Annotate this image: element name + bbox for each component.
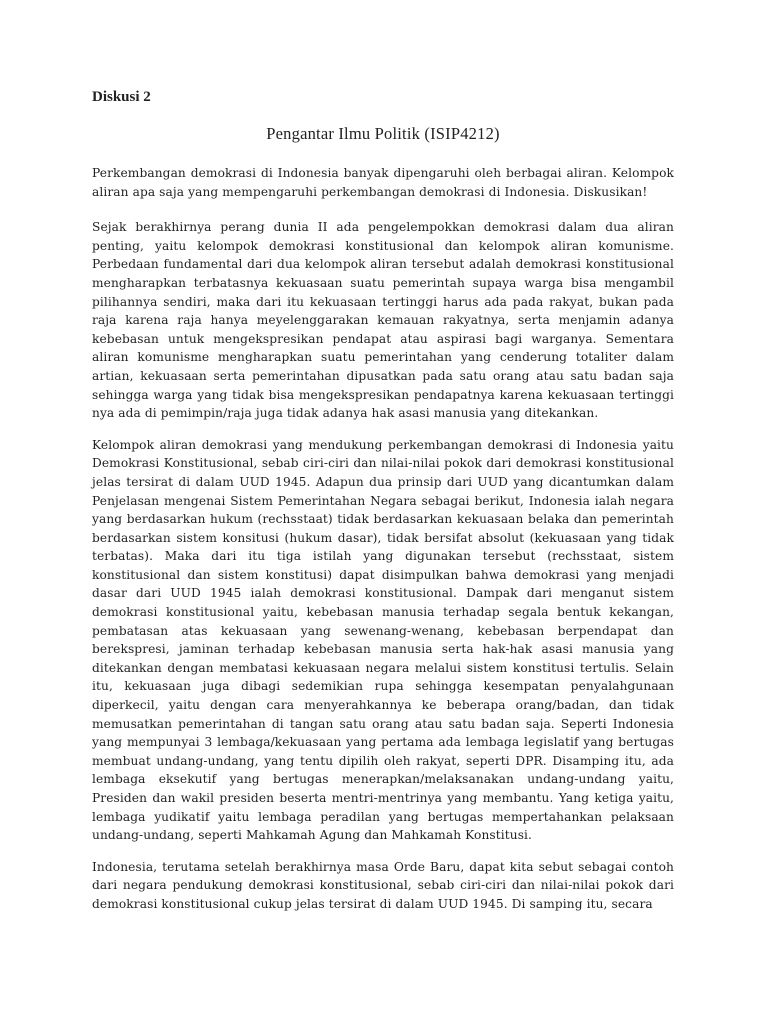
document-title: Pengantar Ilmu Politik (ISIP4212) (266, 124, 500, 143)
body-paragraph-2: Kelompok aliran demokrasi yang mendukung perkembangan demokrasi di Indonesia yaitu Demokrasi Konstitusional, sebab ciri-ciri dan nilai-nilai pokok dari demokrasi konstitusional jelas tersirat di dalam UUD 1945. Adapun dua prinsip dari UUD yang dicantumkan dalam Penjelasan mengenai Sistem Pemerintahan Negara sebagai berikut, Indonesia ialah negara yang berdasarkan hukum (rechsstaat) tidak berdasarkan kekuasaan belaka dan pemerintah berdasarkan sistem konsitusi (hukum dasar), tidak bersifat absolut (kekuasaan yang tidak terbatas). Maka dari itu tiga istilah yang digunakan tersebut (rechsstaat, sistem konstitusional dan sistem konstitusi) dapat disimpulkan bahwa demokrasi yang menjadi dasar dari UUD 1945 ialah demokrasi konstitusional. Dampak dari menganut sistem demokrasi konstitusional yaitu, kebebasan manusia terhadap segala bentuk kekangan, pembatasan atas kekuasaan yang sewenang-wenang, kebebasan berpendapat dan berekspresi, jaminan terhadap kebebasan manusia serta hak-hak asasi manusia yang ditekankan dengan membatasi kekuasaan negara melalui sistem konstitusi tertulis. Selain itu, kekuasaan juga dibagi sedemikian rupa sehingga kesempatan penyalahgunaan diperkecil, yaitu dengan cara menyerahkannya ke beberapa orang/badan, dan tidak memusatkan pemerintahan di tangan satu orang atau satu badan saja. Seperti Indonesia yang mempunyai 3 lembaga/kekuasaan yang pertama ada lembaga legislatif yang bertugas membuat undang-undang, yang tentu dipilih oleh rakyat, seperti DPR. Disamping itu, ada lembaga eksekutif yang bertugas menerapkan/melaksanakan undang-undang yaitu, Presiden dan wakil presiden beserta mentri-mentrinya yang membantu. Yang ketiga yaitu, lembaga yudikatif yaitu lembaga peradilan yang bertugas mempertahankan pelaksaan undang-undang, seperti Mahkamah Agung dan Mahkamah Konstitusi. (92, 437, 674, 843)
question-paragraph: Perkembangan demokrasi di Indonesia banyak dipengaruhi oleh berbagai aliran. Kelompok aliran apa saja yang mempengaruhi perkembangan demokrasi di Indonesia. Diskusikan! (92, 166, 674, 199)
body-paragraph-3: Indonesia, terutama setelah berakhirnya masa Orde Baru, dapat kita sebut sebagai contoh dari negara pendukung demokrasi konstitusional, sebab ciri-ciri dan nilai-nilai pokok dari demokrasi konstitusional cukup jelas tersirat di dalam UUD 1945. Di samping itu, secara (92, 859, 674, 911)
body-paragraph-1: Sejak berakhirnya perang dunia II ada pengelempokkan demokrasi dalam dua aliran penting, yaitu kelompok demokrasi konstitusional dan kelompok aliran komunisme. Perbedaan fundamental dari dua kelompok aliran tersebut adalah demokrasi konstitusional mengharapkan terbatasnya kekuasaan suatu pemerintah supaya warga bisa mengambil pilihannya sendiri, maka dari itu kekuasaan tertinggi harus ada pada rakyat, bukan pada raja karena raja hanya meyelenggarakan kemauan rakyatnya, serta menjamin adanya kebebasan untuk mengekspresikan pendapat atau aspirasi bagi warganya. Sementara aliran komunisme mengharapkan suatu pemerintahan yang cenderung totaliter dalam artian, kekuasaan serta pemerintahan dipusatkan pada satu orang atau satu badan saja sehingga warga yang tidak bisa mengekspresikan pendapatnya karena kekuasaan tertinggi nya ada di pemimpin/raja juga tidak adanya hak asasi manusia yang ditekankan. (92, 220, 674, 421)
document-page (92, 88, 674, 927)
discussion-label: Diskusi 2 (92, 89, 151, 105)
